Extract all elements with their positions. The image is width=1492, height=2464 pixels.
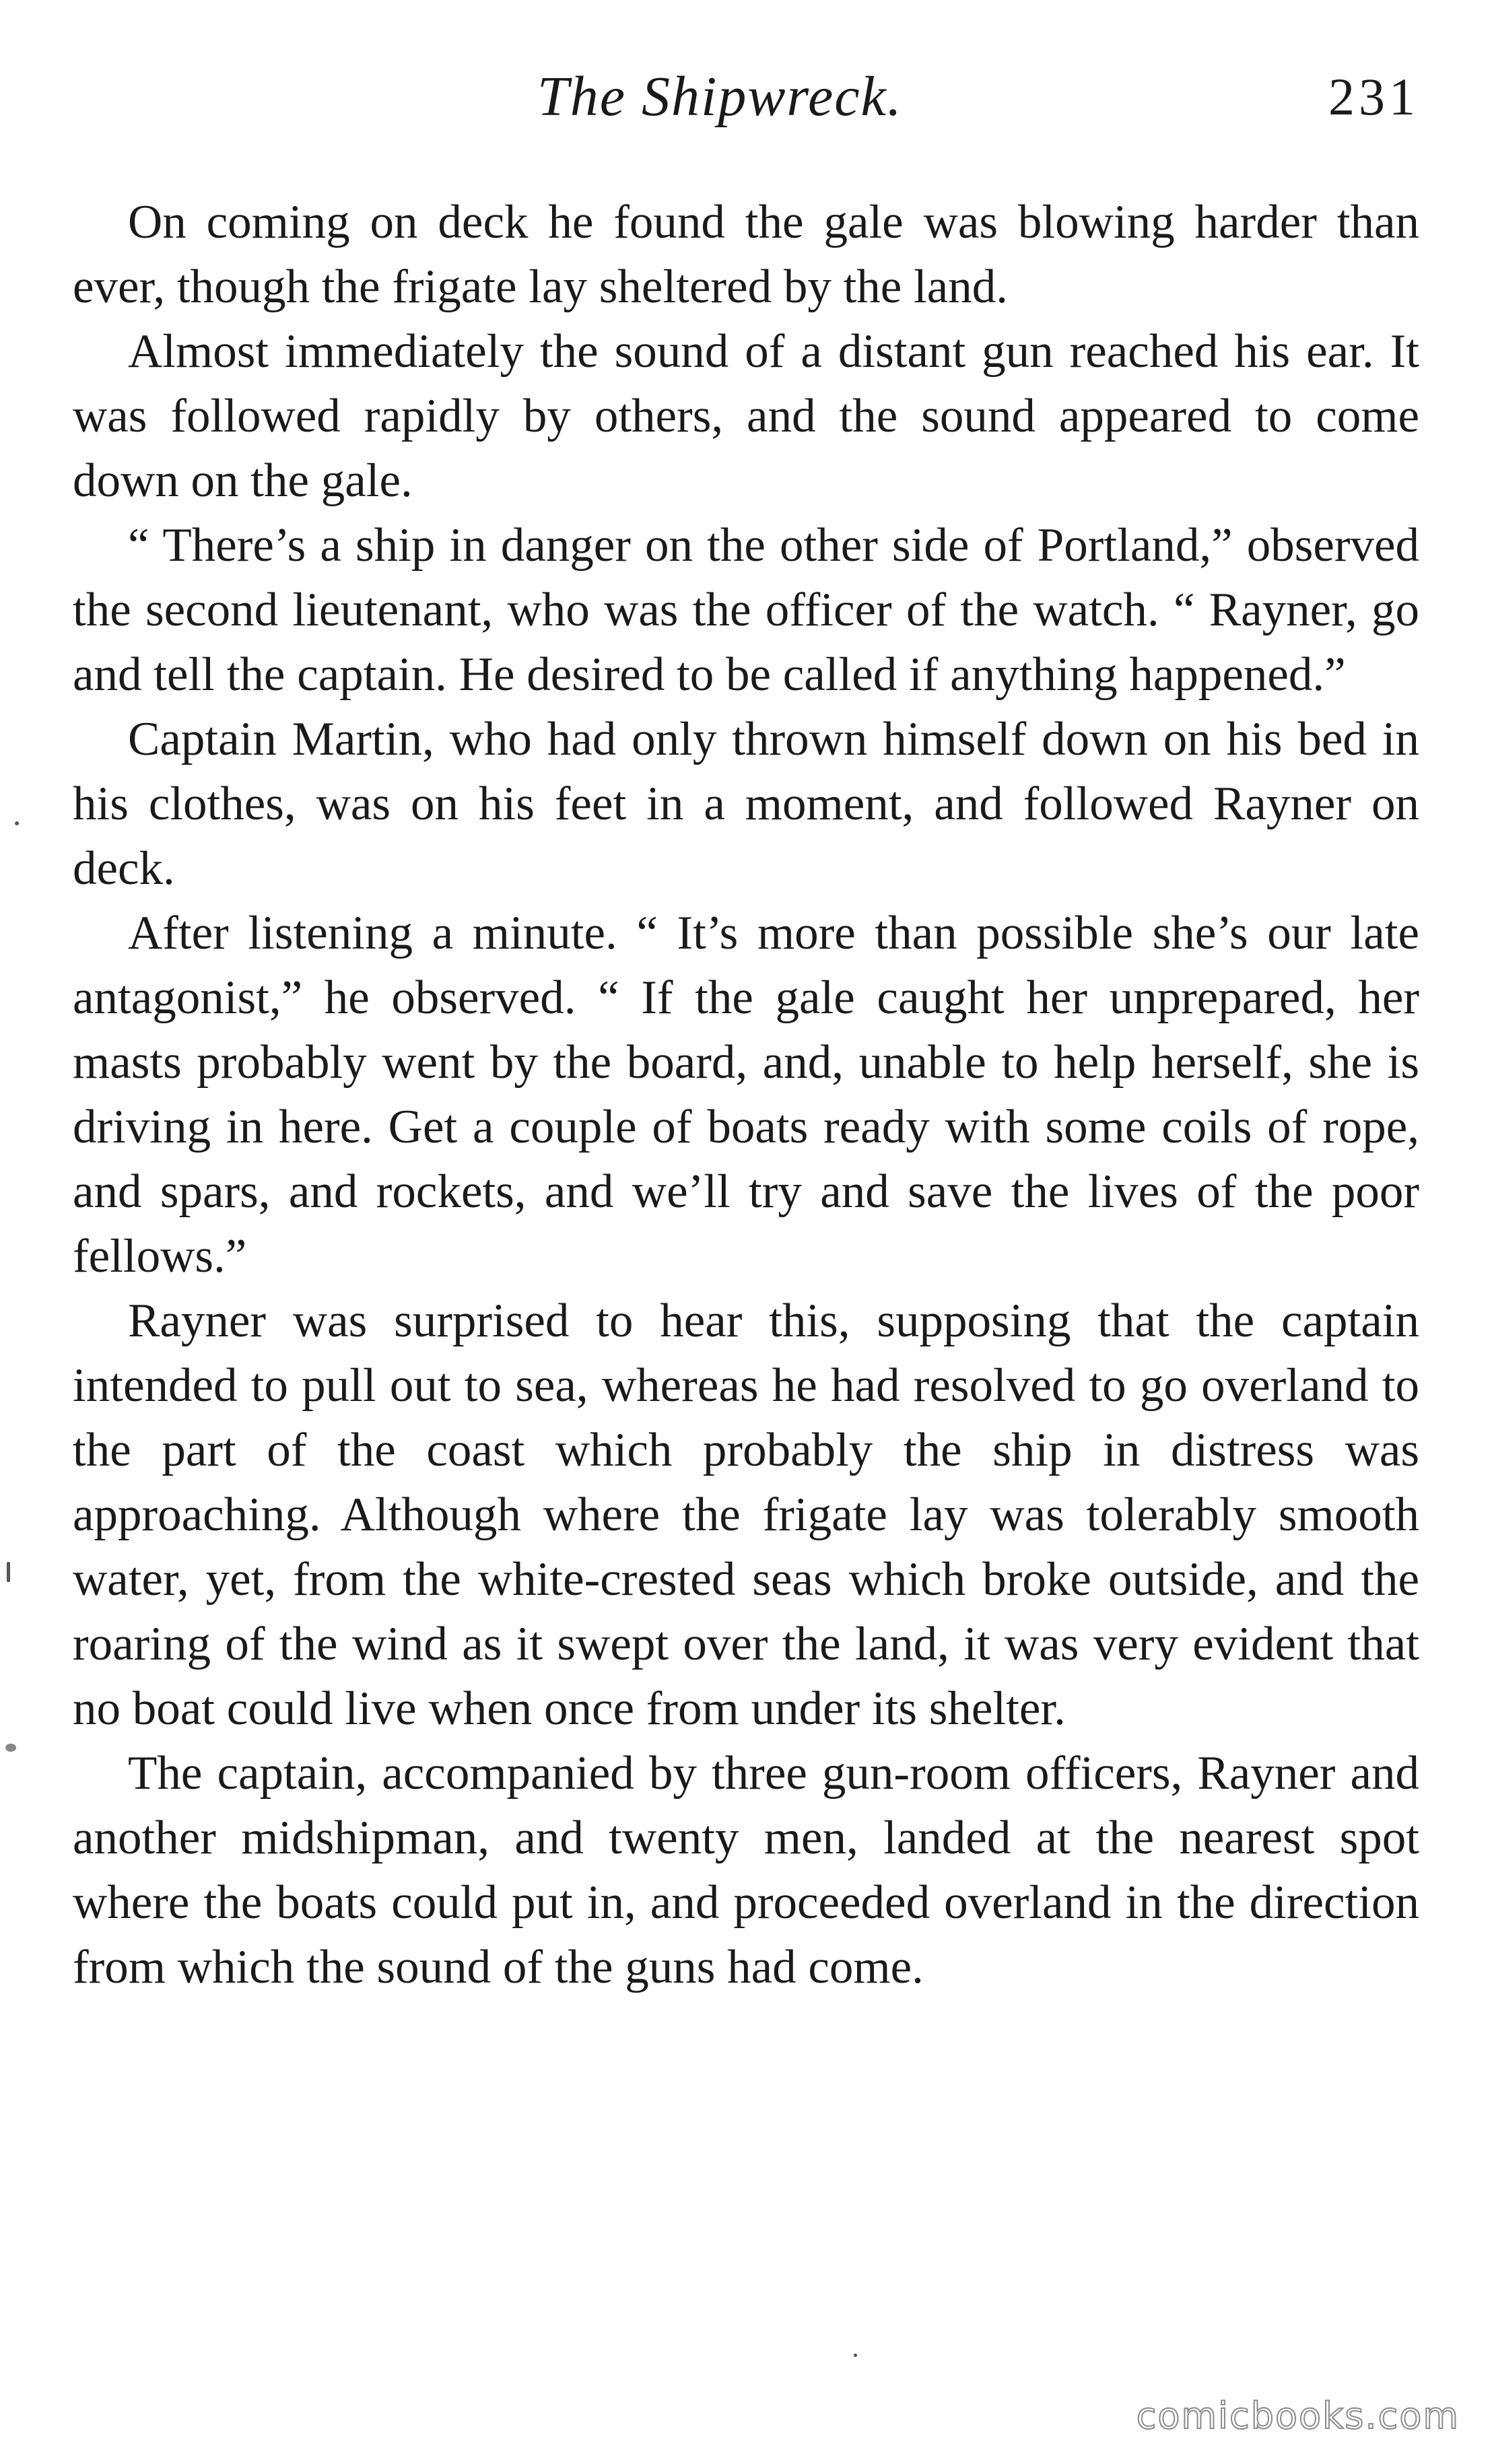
page-number: 231	[1328, 67, 1419, 126]
print-speck	[7, 1562, 10, 1582]
paragraph: The captain, accompanied by three gun-room officers, Rayner and another midshipman, and twenty men, landed at the nearest spot where the boats could put in, and proceeded overland in the direction from which the sound of the guns had come.	[73, 1747, 1419, 1993]
paragraph: On coming on deck he found the gale was blowing harder than ever, though the frigate lay sheltered by the land.	[73, 196, 1419, 313]
paragraph: “ There’s a ship in danger on the other side of Portland,” observed the second lieutenant, who was the officer of the watch. “ Rayner, go and tell the captain. He desired to be called if anything happened.”	[73, 519, 1419, 701]
print-speck	[15, 821, 19, 825]
paragraph: Captain Martin, who had only thrown himself down on his bed in his clothes, was on his feet in a moment, and followed Rayner on deck.	[73, 713, 1419, 895]
print-speck	[854, 2354, 857, 2357]
running-head	[73, 64, 1419, 138]
paragraph: Almost immediately the sound of a distant gun reached his ear. It was followed rapidly by others, and the sound appeared to come down on the gale.	[73, 325, 1419, 507]
running-title: The Shipwreck.	[537, 65, 903, 128]
watermark-logo: comicbooks.com	[1136, 2395, 1460, 2437]
paragraph: After listening a minute. “ It’s more than possible she’s our late antagonist,” he observed. “ If the gale caught her unprepared, her masts probably went by the board, and, unable to help herself, she is driving in here. Get a couple of boats ready with some coils of rope, and spars, and rockets, and we’ll try and save the lives of the poor fellows.”	[73, 907, 1419, 1282]
print-speck	[5, 1744, 16, 1752]
paragraph: Rayner was surprised to hear this, supposing that the captain intended to pull out to sea, whereas he had resolved to go overland to the part of the coast which probably the ship in distress was approaching. Although where the frigate lay was tolerably smooth water, yet, from the white-crested seas which broke outside, and the roaring of the wind as it swept over the land, it was very evident that no boat could live when once from under its shelter.	[73, 1295, 1419, 1735]
body-text	[73, 190, 1419, 1999]
